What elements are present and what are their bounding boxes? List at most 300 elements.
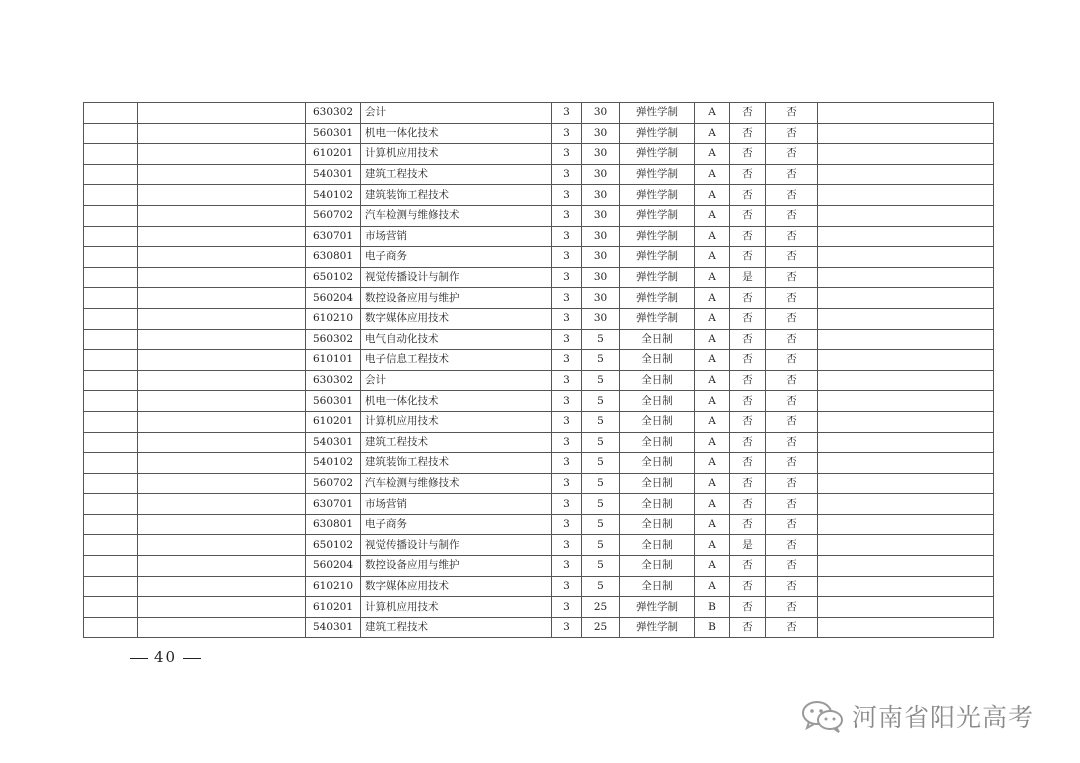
empty-cell <box>84 494 138 515</box>
major-code-cell: 630302 <box>306 370 361 391</box>
major-code-cell: 650102 <box>306 267 361 288</box>
years-cell: 3 <box>552 432 582 453</box>
major-code-cell: 560702 <box>306 473 361 494</box>
empty-cell <box>818 103 994 124</box>
level-cell: A <box>695 226 730 247</box>
level-cell: A <box>695 473 730 494</box>
plan-count-cell: 5 <box>582 453 620 474</box>
study-mode-cell: 全日制 <box>620 350 695 371</box>
years-cell: 3 <box>552 411 582 432</box>
major-name-cell: 建筑工程技术 <box>361 432 552 453</box>
table-row <box>84 556 994 577</box>
level-cell: A <box>695 535 730 556</box>
major-name-cell: 汽车检测与维修技术 <box>361 205 552 226</box>
years-cell: 3 <box>552 556 582 577</box>
years-cell: 3 <box>552 267 582 288</box>
study-mode-cell: 全日制 <box>620 556 695 577</box>
major-name-cell: 电子信息工程技术 <box>361 350 552 371</box>
major-code-cell: 610201 <box>306 411 361 432</box>
plan-count-cell: 25 <box>582 597 620 618</box>
flag-two-cell: 否 <box>766 597 818 618</box>
major-code-cell: 560204 <box>306 288 361 309</box>
flag-two-cell: 否 <box>766 370 818 391</box>
years-cell: 3 <box>552 164 582 185</box>
table-row <box>84 267 994 288</box>
enrollment-table <box>83 102 994 638</box>
plan-count-cell: 30 <box>582 247 620 268</box>
level-cell: B <box>695 617 730 638</box>
major-code-cell: 560302 <box>306 329 361 350</box>
study-mode-cell: 全日制 <box>620 453 695 474</box>
level-cell: B <box>695 597 730 618</box>
major-name-cell: 建筑装饰工程技术 <box>361 453 552 474</box>
plan-count-cell: 30 <box>582 144 620 165</box>
years-cell: 3 <box>552 617 582 638</box>
plan-count-cell: 5 <box>582 411 620 432</box>
flag-one-cell: 否 <box>730 514 766 535</box>
level-cell: A <box>695 514 730 535</box>
level-cell: A <box>695 350 730 371</box>
empty-cell <box>84 473 138 494</box>
flag-one-cell: 否 <box>730 103 766 124</box>
empty-cell <box>138 453 306 474</box>
years-cell: 3 <box>552 576 582 597</box>
empty-cell <box>84 103 138 124</box>
study-mode-cell: 弹性学制 <box>620 144 695 165</box>
plan-count-cell: 5 <box>582 473 620 494</box>
major-name-cell: 电气自动化技术 <box>361 329 552 350</box>
years-cell: 3 <box>552 185 582 206</box>
empty-cell <box>138 226 306 247</box>
study-mode-cell: 弹性学制 <box>620 247 695 268</box>
major-name-cell: 建筑装饰工程技术 <box>361 185 552 206</box>
empty-cell <box>818 597 994 618</box>
empty-cell <box>84 432 138 453</box>
major-code-cell: 560204 <box>306 556 361 577</box>
flag-one-cell: 否 <box>730 144 766 165</box>
major-name-cell: 市场营销 <box>361 226 552 247</box>
plan-count-cell: 30 <box>582 185 620 206</box>
empty-cell <box>138 350 306 371</box>
major-code-cell: 610201 <box>306 144 361 165</box>
plan-count-cell: 30 <box>582 288 620 309</box>
flag-two-cell: 否 <box>766 288 818 309</box>
years-cell: 3 <box>552 473 582 494</box>
empty-cell <box>138 535 306 556</box>
major-name-cell: 会计 <box>361 103 552 124</box>
empty-cell <box>818 514 994 535</box>
flag-one-cell: 否 <box>730 308 766 329</box>
empty-cell <box>138 164 306 185</box>
empty-cell <box>818 370 994 391</box>
flag-one-cell: 否 <box>730 226 766 247</box>
years-cell: 3 <box>552 308 582 329</box>
empty-cell <box>84 144 138 165</box>
plan-count-cell: 5 <box>582 432 620 453</box>
study-mode-cell: 全日制 <box>620 473 695 494</box>
table-row <box>84 514 994 535</box>
empty-cell <box>818 226 994 247</box>
major-name-cell: 建筑工程技术 <box>361 164 552 185</box>
major-code-cell: 610210 <box>306 308 361 329</box>
major-name-cell: 数控设备应用与维护 <box>361 288 552 309</box>
level-cell: A <box>695 556 730 577</box>
study-mode-cell: 弹性学制 <box>620 123 695 144</box>
empty-cell <box>818 576 994 597</box>
plan-count-cell: 30 <box>582 205 620 226</box>
empty-cell <box>138 288 306 309</box>
study-mode-cell: 全日制 <box>620 535 695 556</box>
flag-one-cell: 否 <box>730 473 766 494</box>
major-code-cell: 630801 <box>306 247 361 268</box>
empty-cell <box>138 556 306 577</box>
plan-count-cell: 5 <box>582 391 620 412</box>
flag-one-cell: 是 <box>730 267 766 288</box>
study-mode-cell: 弹性学制 <box>620 308 695 329</box>
empty-cell <box>138 370 306 391</box>
flag-one-cell: 是 <box>730 535 766 556</box>
empty-cell <box>818 473 994 494</box>
empty-cell <box>84 267 138 288</box>
flag-one-cell: 否 <box>730 370 766 391</box>
flag-two-cell: 否 <box>766 350 818 371</box>
empty-cell <box>84 308 138 329</box>
empty-cell <box>84 226 138 247</box>
level-cell: A <box>695 391 730 412</box>
major-name-cell: 计算机应用技术 <box>361 597 552 618</box>
major-name-cell: 数控设备应用与维护 <box>361 556 552 577</box>
table-row <box>84 288 994 309</box>
flag-one-cell: 否 <box>730 123 766 144</box>
years-cell: 3 <box>552 370 582 391</box>
years-cell: 3 <box>552 288 582 309</box>
major-name-cell: 机电一体化技术 <box>361 391 552 412</box>
table-row <box>84 247 994 268</box>
years-cell: 3 <box>552 535 582 556</box>
years-cell: 3 <box>552 329 582 350</box>
dash-left <box>130 658 148 659</box>
flag-one-cell: 否 <box>730 576 766 597</box>
flag-one-cell: 否 <box>730 411 766 432</box>
flag-two-cell: 否 <box>766 453 818 474</box>
table-row <box>84 597 994 618</box>
study-mode-cell: 弹性学制 <box>620 205 695 226</box>
study-mode-cell: 弹性学制 <box>620 164 695 185</box>
empty-cell <box>818 164 994 185</box>
flag-two-cell: 否 <box>766 308 818 329</box>
major-name-cell: 市场营销 <box>361 494 552 515</box>
empty-cell <box>138 617 306 638</box>
level-cell: A <box>695 576 730 597</box>
flag-two-cell: 否 <box>766 267 818 288</box>
empty-cell <box>138 494 306 515</box>
empty-cell <box>84 411 138 432</box>
empty-cell <box>84 370 138 391</box>
major-name-cell: 电子商务 <box>361 247 552 268</box>
years-cell: 3 <box>552 494 582 515</box>
major-code-cell: 610210 <box>306 576 361 597</box>
empty-cell <box>84 350 138 371</box>
empty-cell <box>818 185 994 206</box>
empty-cell <box>818 411 994 432</box>
study-mode-cell: 全日制 <box>620 514 695 535</box>
empty-cell <box>84 617 138 638</box>
major-name-cell: 数字媒体应用技术 <box>361 308 552 329</box>
major-name-cell: 汽车检测与维修技术 <box>361 473 552 494</box>
empty-cell <box>138 308 306 329</box>
flag-one-cell: 否 <box>730 350 766 371</box>
major-code-cell: 540301 <box>306 164 361 185</box>
study-mode-cell: 全日制 <box>620 576 695 597</box>
major-code-cell: 540301 <box>306 432 361 453</box>
major-name-cell: 计算机应用技术 <box>361 144 552 165</box>
empty-cell <box>138 205 306 226</box>
plan-count-cell: 25 <box>582 617 620 638</box>
flag-two-cell: 否 <box>766 617 818 638</box>
page-number: 40 <box>154 648 178 666</box>
major-code-cell: 630801 <box>306 514 361 535</box>
empty-cell <box>138 144 306 165</box>
flag-two-cell: 否 <box>766 411 818 432</box>
empty-cell <box>138 473 306 494</box>
level-cell: A <box>695 144 730 165</box>
empty-cell <box>84 576 138 597</box>
empty-cell <box>818 144 994 165</box>
flag-two-cell: 否 <box>766 576 818 597</box>
flag-two-cell: 否 <box>766 329 818 350</box>
flag-one-cell: 否 <box>730 329 766 350</box>
study-mode-cell: 全日制 <box>620 370 695 391</box>
flag-one-cell: 否 <box>730 432 766 453</box>
plan-count-cell: 5 <box>582 494 620 515</box>
flag-two-cell: 否 <box>766 556 818 577</box>
empty-cell <box>84 514 138 535</box>
table-body <box>84 103 994 638</box>
empty-cell <box>818 617 994 638</box>
table-row <box>84 411 994 432</box>
years-cell: 3 <box>552 123 582 144</box>
table-row <box>84 103 994 124</box>
level-cell: A <box>695 453 730 474</box>
major-name-cell: 建筑工程技术 <box>361 617 552 638</box>
study-mode-cell: 全日制 <box>620 391 695 412</box>
wechat-icon <box>800 698 846 734</box>
empty-cell <box>818 494 994 515</box>
table-row <box>84 329 994 350</box>
years-cell: 3 <box>552 453 582 474</box>
empty-cell <box>818 453 994 474</box>
empty-cell <box>138 514 306 535</box>
empty-cell <box>84 164 138 185</box>
table-row <box>84 576 994 597</box>
empty-cell <box>84 597 138 618</box>
table-row <box>84 370 994 391</box>
flag-one-cell: 否 <box>730 185 766 206</box>
level-cell: A <box>695 329 730 350</box>
watermark <box>800 696 1034 736</box>
empty-cell <box>138 123 306 144</box>
major-code-cell: 540301 <box>306 617 361 638</box>
empty-cell <box>138 247 306 268</box>
watermark-text: 河南省阳光高考 <box>852 703 1035 732</box>
table-row <box>84 308 994 329</box>
empty-cell <box>138 597 306 618</box>
years-cell: 3 <box>552 247 582 268</box>
flag-two-cell: 否 <box>766 123 818 144</box>
plan-count-cell: 5 <box>582 329 620 350</box>
table-row <box>84 205 994 226</box>
flag-two-cell: 否 <box>766 103 818 124</box>
years-cell: 3 <box>552 350 582 371</box>
level-cell: A <box>695 103 730 124</box>
study-mode-cell: 全日制 <box>620 411 695 432</box>
empty-cell <box>138 411 306 432</box>
major-name-cell: 视觉传播设计与制作 <box>361 267 552 288</box>
major-name-cell: 计算机应用技术 <box>361 411 552 432</box>
study-mode-cell: 弹性学制 <box>620 185 695 206</box>
table-row <box>84 350 994 371</box>
level-cell: A <box>695 308 730 329</box>
major-code-cell: 630701 <box>306 226 361 247</box>
level-cell: A <box>695 370 730 391</box>
plan-count-cell: 5 <box>582 535 620 556</box>
page-footer <box>124 648 207 666</box>
years-cell: 3 <box>552 103 582 124</box>
empty-cell <box>818 205 994 226</box>
flag-one-cell: 否 <box>730 556 766 577</box>
level-cell: A <box>695 494 730 515</box>
years-cell: 3 <box>552 514 582 535</box>
empty-cell <box>138 329 306 350</box>
major-code-cell: 540102 <box>306 453 361 474</box>
empty-cell <box>84 123 138 144</box>
plan-count-cell: 30 <box>582 123 620 144</box>
level-cell: A <box>695 123 730 144</box>
flag-two-cell: 否 <box>766 185 818 206</box>
plan-count-cell: 30 <box>582 267 620 288</box>
empty-cell <box>84 247 138 268</box>
plan-count-cell: 30 <box>582 103 620 124</box>
level-cell: A <box>695 288 730 309</box>
years-cell: 3 <box>552 226 582 247</box>
empty-cell <box>818 350 994 371</box>
empty-cell <box>818 329 994 350</box>
empty-cell <box>818 267 994 288</box>
table-row <box>84 144 994 165</box>
study-mode-cell: 全日制 <box>620 494 695 515</box>
level-cell: A <box>695 205 730 226</box>
empty-cell <box>84 329 138 350</box>
dash-right <box>183 658 201 659</box>
flag-two-cell: 否 <box>766 205 818 226</box>
empty-cell <box>818 432 994 453</box>
study-mode-cell: 全日制 <box>620 432 695 453</box>
table-row <box>84 432 994 453</box>
major-code-cell: 630701 <box>306 494 361 515</box>
plan-count-cell: 5 <box>582 556 620 577</box>
years-cell: 3 <box>552 205 582 226</box>
major-name-cell: 视觉传播设计与制作 <box>361 535 552 556</box>
empty-cell <box>84 391 138 412</box>
empty-cell <box>818 288 994 309</box>
study-mode-cell: 全日制 <box>620 329 695 350</box>
major-name-cell: 数字媒体应用技术 <box>361 576 552 597</box>
flag-one-cell: 否 <box>730 453 766 474</box>
years-cell: 3 <box>552 391 582 412</box>
flag-one-cell: 否 <box>730 247 766 268</box>
flag-two-cell: 否 <box>766 432 818 453</box>
flag-one-cell: 否 <box>730 494 766 515</box>
level-cell: A <box>695 267 730 288</box>
flag-two-cell: 否 <box>766 247 818 268</box>
table-row <box>84 185 994 206</box>
flag-two-cell: 否 <box>766 473 818 494</box>
empty-cell <box>84 205 138 226</box>
plan-count-cell: 5 <box>582 576 620 597</box>
flag-two-cell: 否 <box>766 494 818 515</box>
empty-cell <box>84 453 138 474</box>
empty-cell <box>818 308 994 329</box>
level-cell: A <box>695 185 730 206</box>
flag-two-cell: 否 <box>766 535 818 556</box>
table-row <box>84 617 994 638</box>
level-cell: A <box>695 247 730 268</box>
plan-count-cell: 30 <box>582 308 620 329</box>
empty-cell <box>84 535 138 556</box>
years-cell: 3 <box>552 597 582 618</box>
study-mode-cell: 弹性学制 <box>620 288 695 309</box>
flag-one-cell: 否 <box>730 288 766 309</box>
empty-cell <box>818 123 994 144</box>
level-cell: A <box>695 164 730 185</box>
empty-cell <box>138 267 306 288</box>
major-code-cell: 610201 <box>306 597 361 618</box>
empty-cell <box>84 185 138 206</box>
major-code-cell: 560301 <box>306 391 361 412</box>
major-code-cell: 560301 <box>306 123 361 144</box>
major-code-cell: 610101 <box>306 350 361 371</box>
major-name-cell: 机电一体化技术 <box>361 123 552 144</box>
empty-cell <box>818 535 994 556</box>
table-row <box>84 164 994 185</box>
plan-count-cell: 5 <box>582 350 620 371</box>
empty-cell <box>818 556 994 577</box>
empty-cell <box>138 103 306 124</box>
table-row <box>84 391 994 412</box>
flag-one-cell: 否 <box>730 164 766 185</box>
level-cell: A <box>695 432 730 453</box>
study-mode-cell: 弹性学制 <box>620 617 695 638</box>
flag-two-cell: 否 <box>766 514 818 535</box>
empty-cell <box>138 432 306 453</box>
level-cell: A <box>695 411 730 432</box>
empty-cell <box>138 576 306 597</box>
table-row <box>84 453 994 474</box>
flag-two-cell: 否 <box>766 391 818 412</box>
study-mode-cell: 弹性学制 <box>620 267 695 288</box>
flag-one-cell: 否 <box>730 391 766 412</box>
major-code-cell: 540102 <box>306 185 361 206</box>
empty-cell <box>818 391 994 412</box>
table-row <box>84 494 994 515</box>
plan-count-cell: 5 <box>582 514 620 535</box>
plan-count-cell: 30 <box>582 226 620 247</box>
table-row <box>84 535 994 556</box>
flag-one-cell: 否 <box>730 617 766 638</box>
major-code-cell: 630302 <box>306 103 361 124</box>
empty-cell <box>84 556 138 577</box>
flag-two-cell: 否 <box>766 144 818 165</box>
